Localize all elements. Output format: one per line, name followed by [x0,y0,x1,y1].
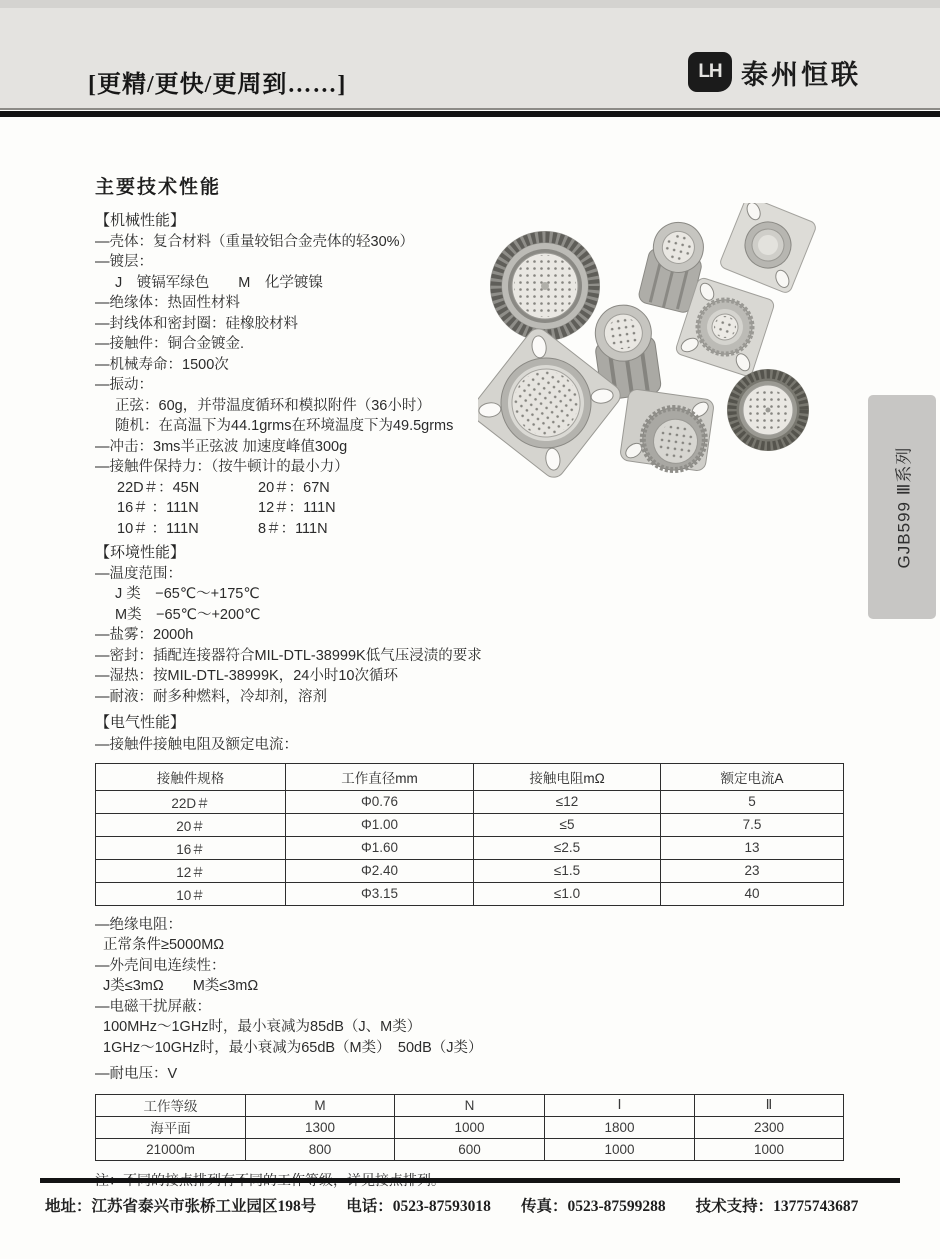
env-line: J 类 −65℃～+175℃ [115,586,260,602]
header-cell: 接触件规格 [96,763,286,790]
env-line: M类 −65℃～+200℃ [115,606,261,623]
header-rule-thick [0,111,940,117]
env-line: —温度范围： [95,565,182,582]
header-top-strip [0,0,940,8]
footer-support: 技术支持：13775743687 [695,1198,859,1215]
header-cell: 额定电流A [661,763,844,790]
table-row [96,836,844,859]
table-header-row [96,763,844,790]
header-cell: 接触电阻mΩ [474,763,661,790]
mech-line: —机械寿命：1500次 [95,356,229,373]
retention-value: 16＃ ：111N [117,500,199,516]
header-cell: N [395,1094,545,1116]
header-cell: 工作等级 [96,1094,246,1116]
mech-line: 随机：在高温下为44.1grms在环境温度下为49.5grms [115,418,454,434]
series-side-tab-label: GJB599 Ⅲ系列 [894,446,914,568]
elec-line: —电磁干扰屏蔽： [95,998,211,1015]
mech-line: J 镀镉军绿色 M 化学镀镍 [115,274,323,291]
page-header [0,0,940,110]
table-cell: 2300 [695,1116,844,1138]
voltage-table [95,1094,844,1161]
table-cell: 海平面 [96,1116,246,1138]
electrical-heading: 【电气性能】 [95,714,186,731]
footer-phone: 电话：0523-87593018 [346,1198,491,1215]
series-side-tab [868,395,936,619]
table-cell: ≤1.5 [474,859,661,882]
table-cell: ≤5 [474,813,661,836]
mech-line: —绝缘体：热固性材料 [95,295,240,311]
table-cell: 5 [661,790,844,813]
table-cell: 1300 [246,1116,395,1138]
header-slogan: [更精/更快/更周到……] [88,72,347,98]
mech-line: —镀层： [95,254,153,270]
env-line: —盐雾：2000h [95,627,194,643]
table-cell: Φ3.15 [286,882,474,905]
table-row [96,790,844,813]
table-cell: Φ2.40 [286,859,474,882]
header-cell: 工作直径mm [286,763,474,790]
table-cell: ≤2.5 [474,836,661,859]
table-cell: 1000 [545,1138,695,1160]
elec-line: 100MHz～1GHz时，最小衰减为85dB（J、M类） [103,1019,422,1035]
main-content [95,172,845,1190]
env-line: —密封：插配连接器符合MIL-DTL-38999K低气压浸渍的要求 [95,647,482,664]
header-cell: Ⅰ [545,1094,695,1116]
table-cell: Φ0.76 [286,790,474,813]
table-cell: 800 [246,1138,395,1160]
env-line: —湿热：按MIL-DTL-38999K，24小时10次循环 [95,668,398,684]
footer-address: 地址：江苏省泰兴市张桥工业园区198号 [45,1198,317,1215]
table-cell: 13 [661,836,844,859]
table-cell: Φ1.00 [286,813,474,836]
retention-value: 20＃：67N [258,479,330,496]
table-cell: ≤1.0 [474,882,661,905]
mech-line: —振动： [95,377,153,393]
table-row [96,813,844,836]
environmental-heading: 【环境性能】 [95,544,186,561]
mech-line: —壳体：复合材料（重量较铝合金壳体的轻30%） [95,233,415,250]
header-rule-thin [0,108,940,110]
table-cell: 21000m [96,1138,246,1160]
brand-name: 泰州恒联 [741,59,861,90]
section-electrical [95,713,845,1190]
table-cell: 23 [661,859,844,882]
table-cell: 600 [395,1138,545,1160]
env-line: —耐液：耐多种燃料，冷却剂，溶剂 [95,688,327,705]
mechanical-heading: 【机械性能】 [95,212,186,229]
table-row [96,1116,844,1138]
table-row [96,1138,844,1160]
contact-resistance-table [95,763,844,906]
footer-rule [40,1178,900,1183]
section-environmental [95,543,845,707]
retention-value: 12＃：111N [258,500,336,516]
retention-row [95,519,845,540]
electrical-intro: —接触件接触电阻及额定电流： [95,736,298,753]
header-cell: M [246,1094,395,1116]
section-mechanical [95,211,845,539]
mech-line: —封线体和密封圈：硅橡胶材料 [95,315,298,332]
elec-line: —绝缘电阻： [95,916,182,933]
table-cell: ≤12 [474,790,661,813]
retention-value: 10＃ ：111N [117,520,199,537]
table-row [96,859,844,882]
table-cell: 1800 [545,1116,695,1138]
table-cell: Φ1.60 [286,836,474,859]
retention-value: 8＃：111N [258,520,328,537]
table-row [96,882,844,905]
footer-fax: 传真：0523-87599288 [520,1198,666,1215]
elec-line: 正常条件≥5000MΩ [103,937,225,953]
page-footer [45,1194,915,1216]
mech-line: —接触件保持力：（按牛顿计的最小力） [95,459,349,475]
table-cell: 10＃ [96,882,286,905]
lh-monogram-icon: LH [688,52,732,92]
table-header-row [96,1094,844,1116]
table-cell: 22D＃ [96,790,286,813]
table-cell: 40 [661,882,844,905]
table-cell: 1000 [695,1138,844,1160]
elec-line: —外壳间电连续性： [95,957,226,974]
page-title: 主要技术性能 [95,177,222,198]
mech-line: —接触件：铜合金镀金. [95,336,245,352]
header-cell: Ⅱ [695,1094,844,1116]
table-cell: 1000 [395,1116,545,1138]
retention-row [95,498,845,519]
table-cell: 16＃ [96,836,286,859]
elec-line: 1GHz～10GHz时，最小衰减为65dB（M类） 50dB（J类） [103,1039,483,1056]
retention-row [95,478,845,499]
voltage-label: —耐电压：V [95,1066,178,1082]
retention-value: 22D＃：45N [117,479,200,496]
table-cell: 12＃ [96,859,286,882]
elec-line: J类≤3mΩ M类≤3mΩ [103,978,259,994]
table-cell: 7.5 [661,813,844,836]
mech-line: 正弦：60g，并带温度循环和模拟附件（36小时） [115,397,431,414]
company-logo [688,52,861,92]
mech-line: —冲击：3ms半正弦波 加速度峰值300g [95,438,348,455]
table-cell: 20＃ [96,813,286,836]
